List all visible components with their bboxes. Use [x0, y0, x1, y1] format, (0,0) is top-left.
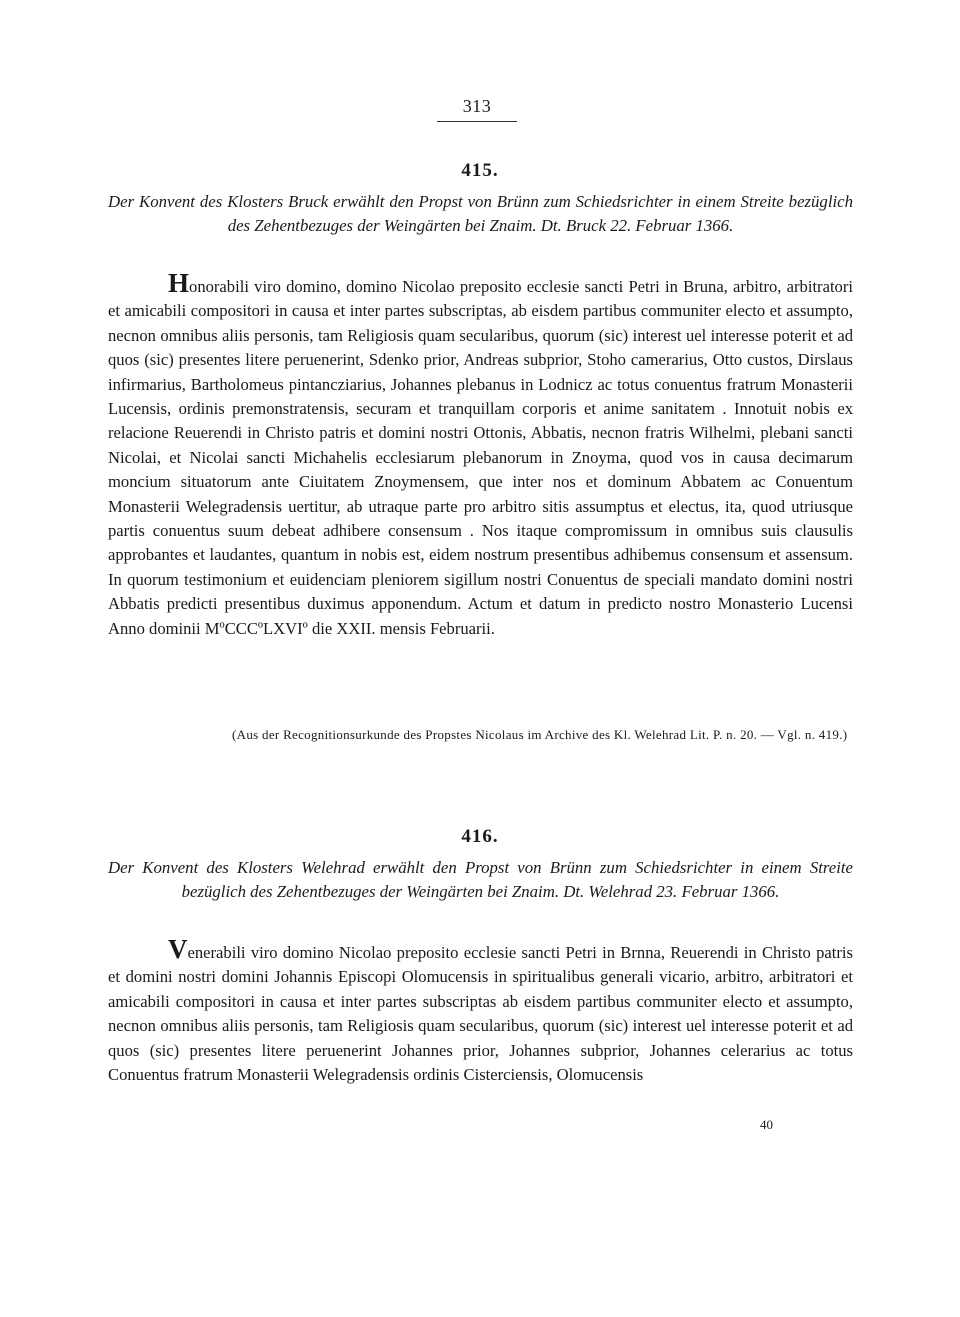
- source-note: (Aus der Recognitionsurkunde des Propstes Nicolaus im Archive des Kl. Welehrad Lit. P. n. 20. — Vgl. n. 419.): [232, 727, 848, 742]
- header-rule: [437, 121, 517, 122]
- initial-letter: V: [168, 934, 188, 964]
- body-text: enerabili viro domino Nicolao preposito ecclesie sancti Petri in Brnna, Reuerendi in Christo patris et domini nostri domini Johannis Episcopi Olomucensis in spiritualibus generali vicario, arbitro, arbitratori et amicabili compositori in causa et inter partes subscriptas ab eisdem partibus communiter electo et assumpto, necnon omnibus aliis personis, tam Religiosis quam secularibus, quorum (sic) interest uel interesse poterit et ad quos (sic) presentes litere peruenerint Johannes prior, Johannes subprior, Johannes celerarius ac totus Conuentus fratrum Monasterii Welegradensis ordinis Cisterciensis, Olomucensis: [108, 943, 853, 1085]
- document-number: 416.: [461, 826, 499, 847]
- body-text: onorabili viro domino, domino Nicolao preposito ecclesie sancti Petri in Bruna, arbitro, arbitratori et amicabili compositori in causa et inter partes subscriptas, ab eisdem partibus communiter electo et assumpto, necnon omnibus aliis personis, tam Religiosis quam secularibus, quorum (sic) interest uel interesse poterit et ad quos (sic) presentes litere peruenerint, Sdenko prior, Andreas subprior, Stoho camerarius, Otto custos, Dirslaus infirmarius, Bartholomeus pintancziarius, Johannes plebanus in Lodnicz ac totus conuentus fratrum Monasterii Lucensis, ordinis premonstratensis, securam et tranquillam corporis et anime sanitatem . Innotuit nobis ex relacione Reuerendi in Christo patris et domini nostri Ottonis, Abbatis, necnon fratris Wilhelmi, plebani sancti Nicolai, et Nicolai sancti Michahelis ecclesiarum plebanorum in Znoyma, quod vos in causa decimarum moncium situatorum ante Ciuitatem Znoymensem, que inter nos et dominum Abbatem ac Conuentum Monasterii Welegradensis uertitur, ab utraque parte pro arbitro sitis assumptus et electus, ita, quod utriusque partis conuentus suum debeat adhibere consensum . Nos itaque compromissum in omnibus suis clausulis approbantes et laudantes, quantum in nobis est, eidem nostrum presentibus adhibemus consensum et assensum. In quorum testimonium et euidenciam pleniorem sigillum nostri Conuentus de speciali mandato domini nostri Abbatis predicti presentibus duximus apponendum. Actum et datum in predicto nostro Monasterio Lucensi Anno dominii MºCCCºLXVIº die XXII. mensis Februarii.: [108, 277, 853, 638]
- regest: Der Konvent des Klosters Bruck erwählt den Propst von Brünn zum Schiedsrichter in einem Streite bezüglich des Zehentbezuges der Weingärten bei Znaim. Dt. Bruck 22. Februar 1366.: [108, 192, 853, 235]
- document-number: 415.: [461, 160, 499, 181]
- document-body: [108, 270, 853, 641]
- initial-letter: H: [168, 268, 190, 298]
- regest: Der Konvent des Klosters Welehrad erwählt den Propst von Brünn zum Schiedsrichter in einem Streite bezüglich des Zehentbezuges der Weingärten bei Znaim. Dt. Welehrad 23. Februar 1366.: [108, 858, 853, 901]
- page-number: 313: [462, 96, 492, 116]
- sheet-signature: 40: [760, 1117, 773, 1132]
- document-body: [108, 936, 853, 1087]
